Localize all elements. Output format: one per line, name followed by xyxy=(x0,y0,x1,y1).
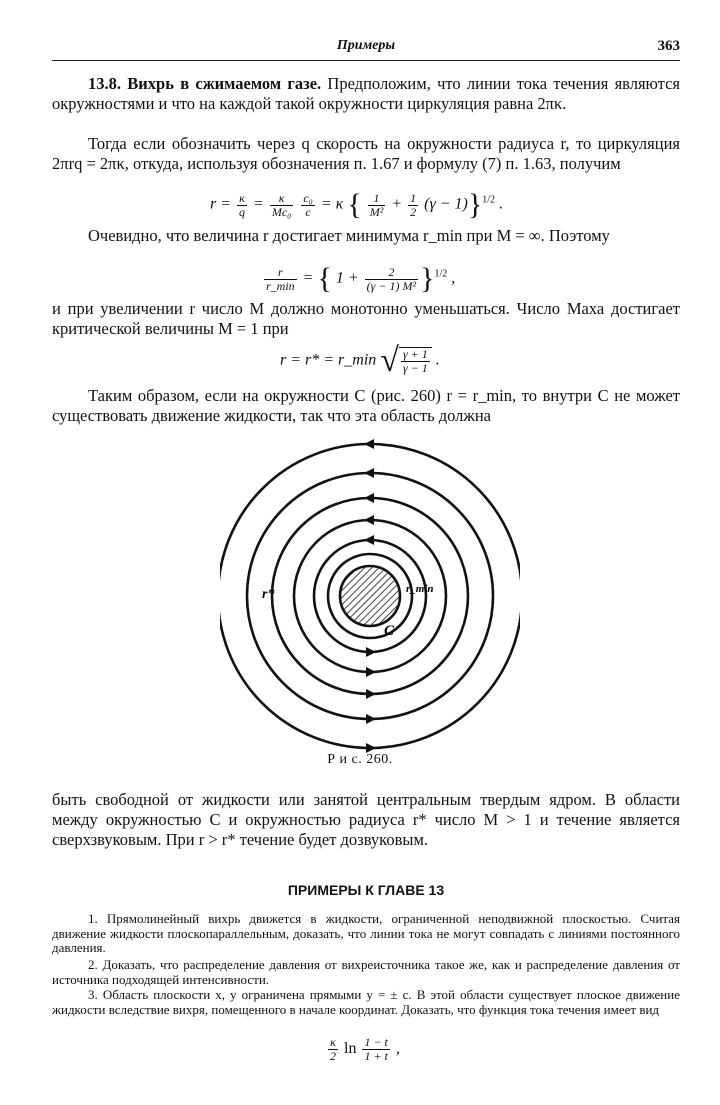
f4-prefix: $\frac{\kappa}{2}$ xyxy=(330,1035,336,1063)
arrow-icon xyxy=(364,535,374,545)
f1-frac5: $\frac{1}{2}$ xyxy=(410,190,417,219)
page-number: 363 xyxy=(657,38,680,54)
arrow-icon xyxy=(366,667,376,677)
paragraph-2: Тогда если обозначить через q скорость на окружности радиуса r, то циркуляция 2πrq = 2πκ, откуда, используя обозначения п. 1.67 и формулу (7) п. 1.63, получим xyxy=(52,134,680,173)
arrow-icon xyxy=(366,647,376,657)
paragraph-3: Очевидно, что величина r достигает минимума r_min при M = ∞. Поэтому xyxy=(88,226,610,245)
figure-caption: Р и с. 260. xyxy=(327,752,393,767)
exercise-2: 2. Доказать, что распределение давления от вихреисточника такое же, как и распределение давления от источника подходящей интенсивности. xyxy=(52,957,680,987)
paragraph-6: быть свободной от жидкости или занятой центральным твердым ядром. В области между окружностью C и окружностью радиуса r* число M > 1 и течение является сверхзвуковым. При r > r* течение будет дозвуковым. xyxy=(52,790,680,849)
label-r-min: r_min xyxy=(406,583,434,595)
f3-sqrt: √ $\frac{\gamma + 1}{\gamma - 1}$ xyxy=(380,342,432,380)
f2-frac: $\frac{r}{r\_\min}$ xyxy=(266,264,295,293)
label-core-c: C xyxy=(384,623,395,639)
section-title: ПРИМЕРЫ К ГЛАВЕ 13 xyxy=(287,882,445,898)
arrow-icon xyxy=(364,515,374,525)
f1-frac2: $\frac{\kappa}{\text{Mc₀}}$ xyxy=(271,190,292,219)
arrow-icon xyxy=(364,468,374,478)
exercise-1: 1. Прямолинейный вихрь движется в жидкости, ограниченной неподвижной плоскостью. Считая движение жидкости плоскопараллельным, доказать, что линии тока не могут совпадать с линиями постоянного давления. xyxy=(52,911,680,955)
formula-3: r = r* = r_min √ $\frac{\gamma + 1}{\gamma - 1}$ . xyxy=(280,342,440,379)
arrow-icon xyxy=(366,689,376,699)
vortex-diagram xyxy=(220,436,520,754)
f1-frac4: $\frac{1}{\text{M²}}$ xyxy=(369,190,384,219)
problem-intro-paragraph xyxy=(52,74,680,114)
f1-frac1: $\frac{\kappa}{q}$ xyxy=(239,190,246,219)
running-head xyxy=(52,38,680,61)
f1-lhs: r = xyxy=(210,195,232,213)
f1-frac3: $\frac{\text{c₀}}{c}$ xyxy=(303,190,313,219)
problem-heading: 13.8. Вихрь в сжимаемом газе. xyxy=(88,74,322,93)
paragraph-4: и при увеличении r число М должно монотонно уменьшаться. Число Маха достигает критической величины М = 1 при xyxy=(52,299,680,338)
label-r-star: r* xyxy=(262,587,275,602)
f4-frac: $\frac{1 - t}{1 + t}$ xyxy=(364,1035,388,1063)
problem-intro: Предположим, что линии тока течения являются окружностями и что на каждой такой окружности циркуляция равна 2πκ. xyxy=(52,74,680,113)
arrow-icon xyxy=(366,714,376,724)
formula-1: r = $\frac{\kappa}{q}$ = $\frac{\kappa}{\text{Mc₀}}$ $\frac{\text{c₀}}{c}$ = κ { $\frac{1}{\text{M²}}$ + $\frac{1}{2}$ (γ − 1)}$^{1/2}$ . xyxy=(210,188,504,221)
central-core xyxy=(340,566,400,626)
arrow-icon xyxy=(364,439,374,449)
formula-4: $\frac{\kappa}{2}$ ln $\frac{1 - t}{1 + t}$ , xyxy=(330,1035,400,1063)
formula-2: $\frac{r}{r\_\min}$ = { 1 + $\frac{2}{\text{(γ − 1) M²}}$ }$^{1/2}$ , xyxy=(266,262,456,295)
paragraph-5: Таким образом, если на окружности C (рис. 260) r = r_min, то внутри C не может существовать движение жидкости, так что эта область должна xyxy=(52,386,680,425)
f2-frac2: $\frac{2}{\text{(γ − 1) M²}}$ xyxy=(366,264,417,293)
running-title: Примеры xyxy=(336,38,396,53)
figure-260 xyxy=(220,436,520,754)
arrow-icon xyxy=(364,493,374,503)
exercise-3: 3. Область плоскости x, y ограничена прямыми y = ± c. В этой области существует плоское движение жидкости вследствие вихря, помещенного в начале координат. Доказать, что функция тока течения имеет вид xyxy=(52,987,680,1017)
f3-lhs: r = r* = r_min xyxy=(280,351,377,369)
